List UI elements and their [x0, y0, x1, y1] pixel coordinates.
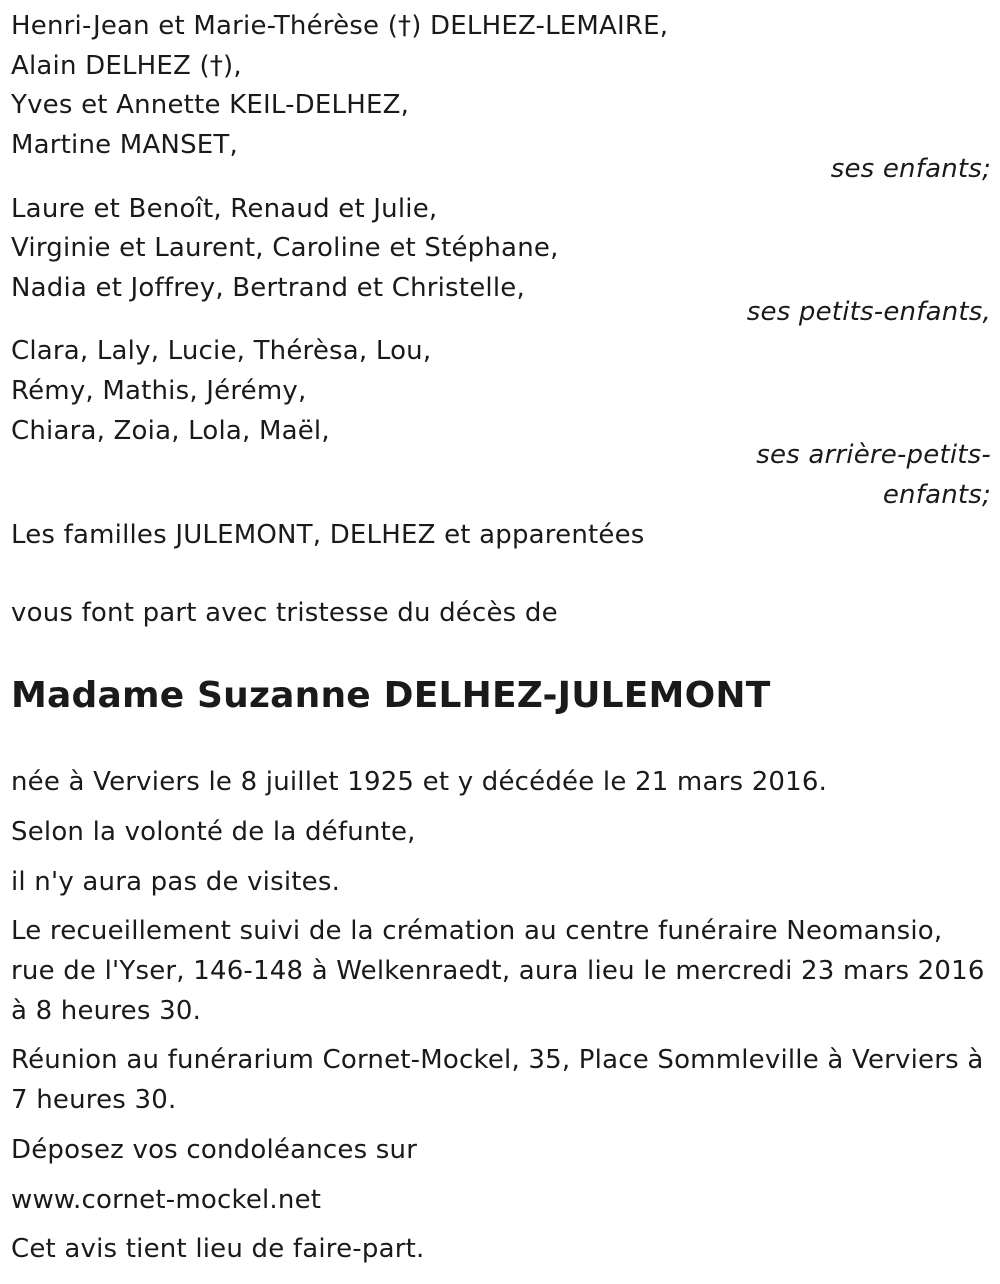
children-line: Alain DELHEZ (†), [11, 51, 242, 81]
great-grandchildren-line: Chiara, Zoia, Lola, Maël, [11, 416, 330, 446]
grandchildren-line: Nadia et Joffrey, Bertrand et Christelle, [11, 273, 525, 303]
children-line: Martine MANSET, [11, 130, 238, 160]
great-grandchildren-line: Clara, Laly, Lucie, Thérèsa, Lou, [11, 336, 432, 366]
children-role: ses enfants; [830, 154, 991, 184]
great-grandchildren-role: enfants; [882, 480, 991, 510]
condolences-paragraph: Déposez vos condoléances sur [11, 1135, 418, 1165]
grandchildren-line: Laure et Benoît, Renaud et Julie, [11, 194, 438, 224]
deceased-name: Madame Suzanne DELHEZ-JULEMONT [11, 675, 771, 716]
children-line: Yves et Annette KEIL-DELHEZ, [11, 90, 410, 120]
website-link[interactable]: www.cornet-mockel.net [11, 1185, 322, 1215]
visits-paragraph: il n'y aura pas de visites. [11, 867, 341, 897]
grandchildren-line: Virginie et Laurent, Caroline et Stéphane, [11, 233, 559, 263]
great-grandchildren-line: Rémy, Mathis, Jérémy, [11, 376, 307, 406]
birth-death-paragraph: née à Verviers le 8 juillet 1925 et y décédée le 21 mars 2016. [11, 767, 828, 797]
grandchildren-role: ses petits-enfants, [746, 297, 991, 327]
announcement-line: vous font part avec tristesse du décès de [11, 598, 558, 628]
ceremony-paragraph: Le recueillement suivi de la crémation au centre funéraire Neomansio, rue de l'Yser, 146-148 à Welkenraedt, aura lieu le mercredi 23 mars 2016 à 8 heures 30. [11, 916, 985, 1026]
great-grandchildren-role: ses arrière-petits- [756, 440, 991, 470]
wish-paragraph: Selon la volonté de la défunte, [11, 817, 416, 847]
families-line: Les familles JULEMONT, DELHEZ et apparentées [11, 520, 645, 550]
children-line: Henri-Jean et Marie-Thérèse (†) DELHEZ-LEMAIRE, [11, 11, 669, 41]
notice-paragraph: Cet avis tient lieu de faire-part. [11, 1234, 425, 1264]
gathering-paragraph: Réunion au funérarium Cornet-Mockel, 35, Place Sommleville à Verviers à 7 heures 30. [11, 1045, 984, 1115]
